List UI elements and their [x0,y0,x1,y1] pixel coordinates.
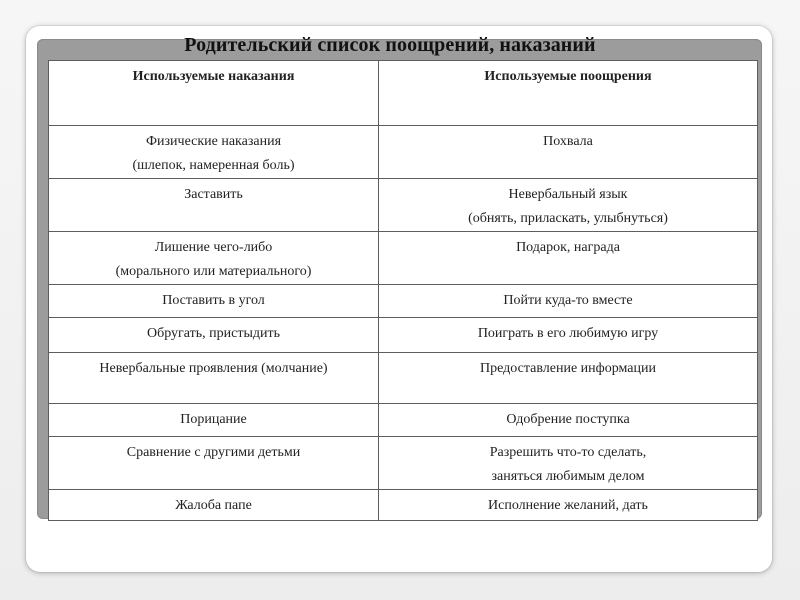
cell-line: Заставить [184,187,243,202]
table-row [49,285,758,318]
table-row [49,126,758,179]
table-row [49,490,758,521]
cell-line: Предоставление информации [480,361,656,376]
cell-line: Поставить в угол [162,293,265,308]
table-row [49,404,758,437]
punishment-cell [49,353,379,404]
cell-line: Порицание [180,412,247,427]
cell-line: Невербальный язык [508,187,628,202]
cell-line: Похвала [543,134,593,149]
cell-line: Пойти куда-то вместе [503,293,633,308]
reward-cell [379,318,758,353]
reward-cell [379,353,758,404]
cell-line: Невербальные проявления (молчание) [99,361,328,376]
table-row [49,179,758,232]
punishment-cell [49,126,379,179]
table-row [49,353,758,404]
table-row [49,318,758,353]
reward-cell [379,285,758,318]
punishment-cell [49,437,379,490]
slide-title: Родительский список поощрений, наказаний [184,34,596,56]
punishment-cell [49,404,379,437]
cell-line: Подарок, награда [516,240,620,255]
reward-cell [379,437,758,490]
punishment-cell [49,285,379,318]
reward-cell [379,126,758,179]
cell-line: Физические наказания [145,134,282,149]
reward-cell [379,232,758,285]
cell-line: заняться любимым делом [491,469,645,484]
cell-line: Обругать, пристыдить [147,326,280,341]
cell-line: Исполнение желаний, дать [488,498,648,513]
cell-line: Поиграть в его любимую игру [477,326,659,341]
reward-cell [379,179,758,232]
punishment-cell [49,318,379,353]
table-row [49,232,758,285]
cell-line: Разрешить что-то сделать, [489,445,647,460]
cell-line: Одобрение поступка [506,412,630,427]
reward-cell [379,490,758,521]
punishment-cell [49,490,379,521]
table-header-row [49,61,758,126]
reward-cell [379,404,758,437]
cell-line: Сравнение с другими детьми [126,445,301,460]
header-rewards: Используемые поощрения [379,61,758,126]
punishment-cell [49,232,379,285]
cell-line: (шлепок, намеренная боль) [132,158,295,173]
cell-line: (обнять, приласкать, улыбнуться) [468,211,668,226]
cell-line: Жалоба папе [175,498,252,513]
punishment-cell [49,179,379,232]
cell-line: Лишение чего-либо [154,240,273,255]
header-punishments: Используемые наказания [49,61,379,126]
cell-line: (морального или материального) [115,264,312,279]
table-row [49,437,758,490]
rewards-punishments-table [48,60,758,521]
